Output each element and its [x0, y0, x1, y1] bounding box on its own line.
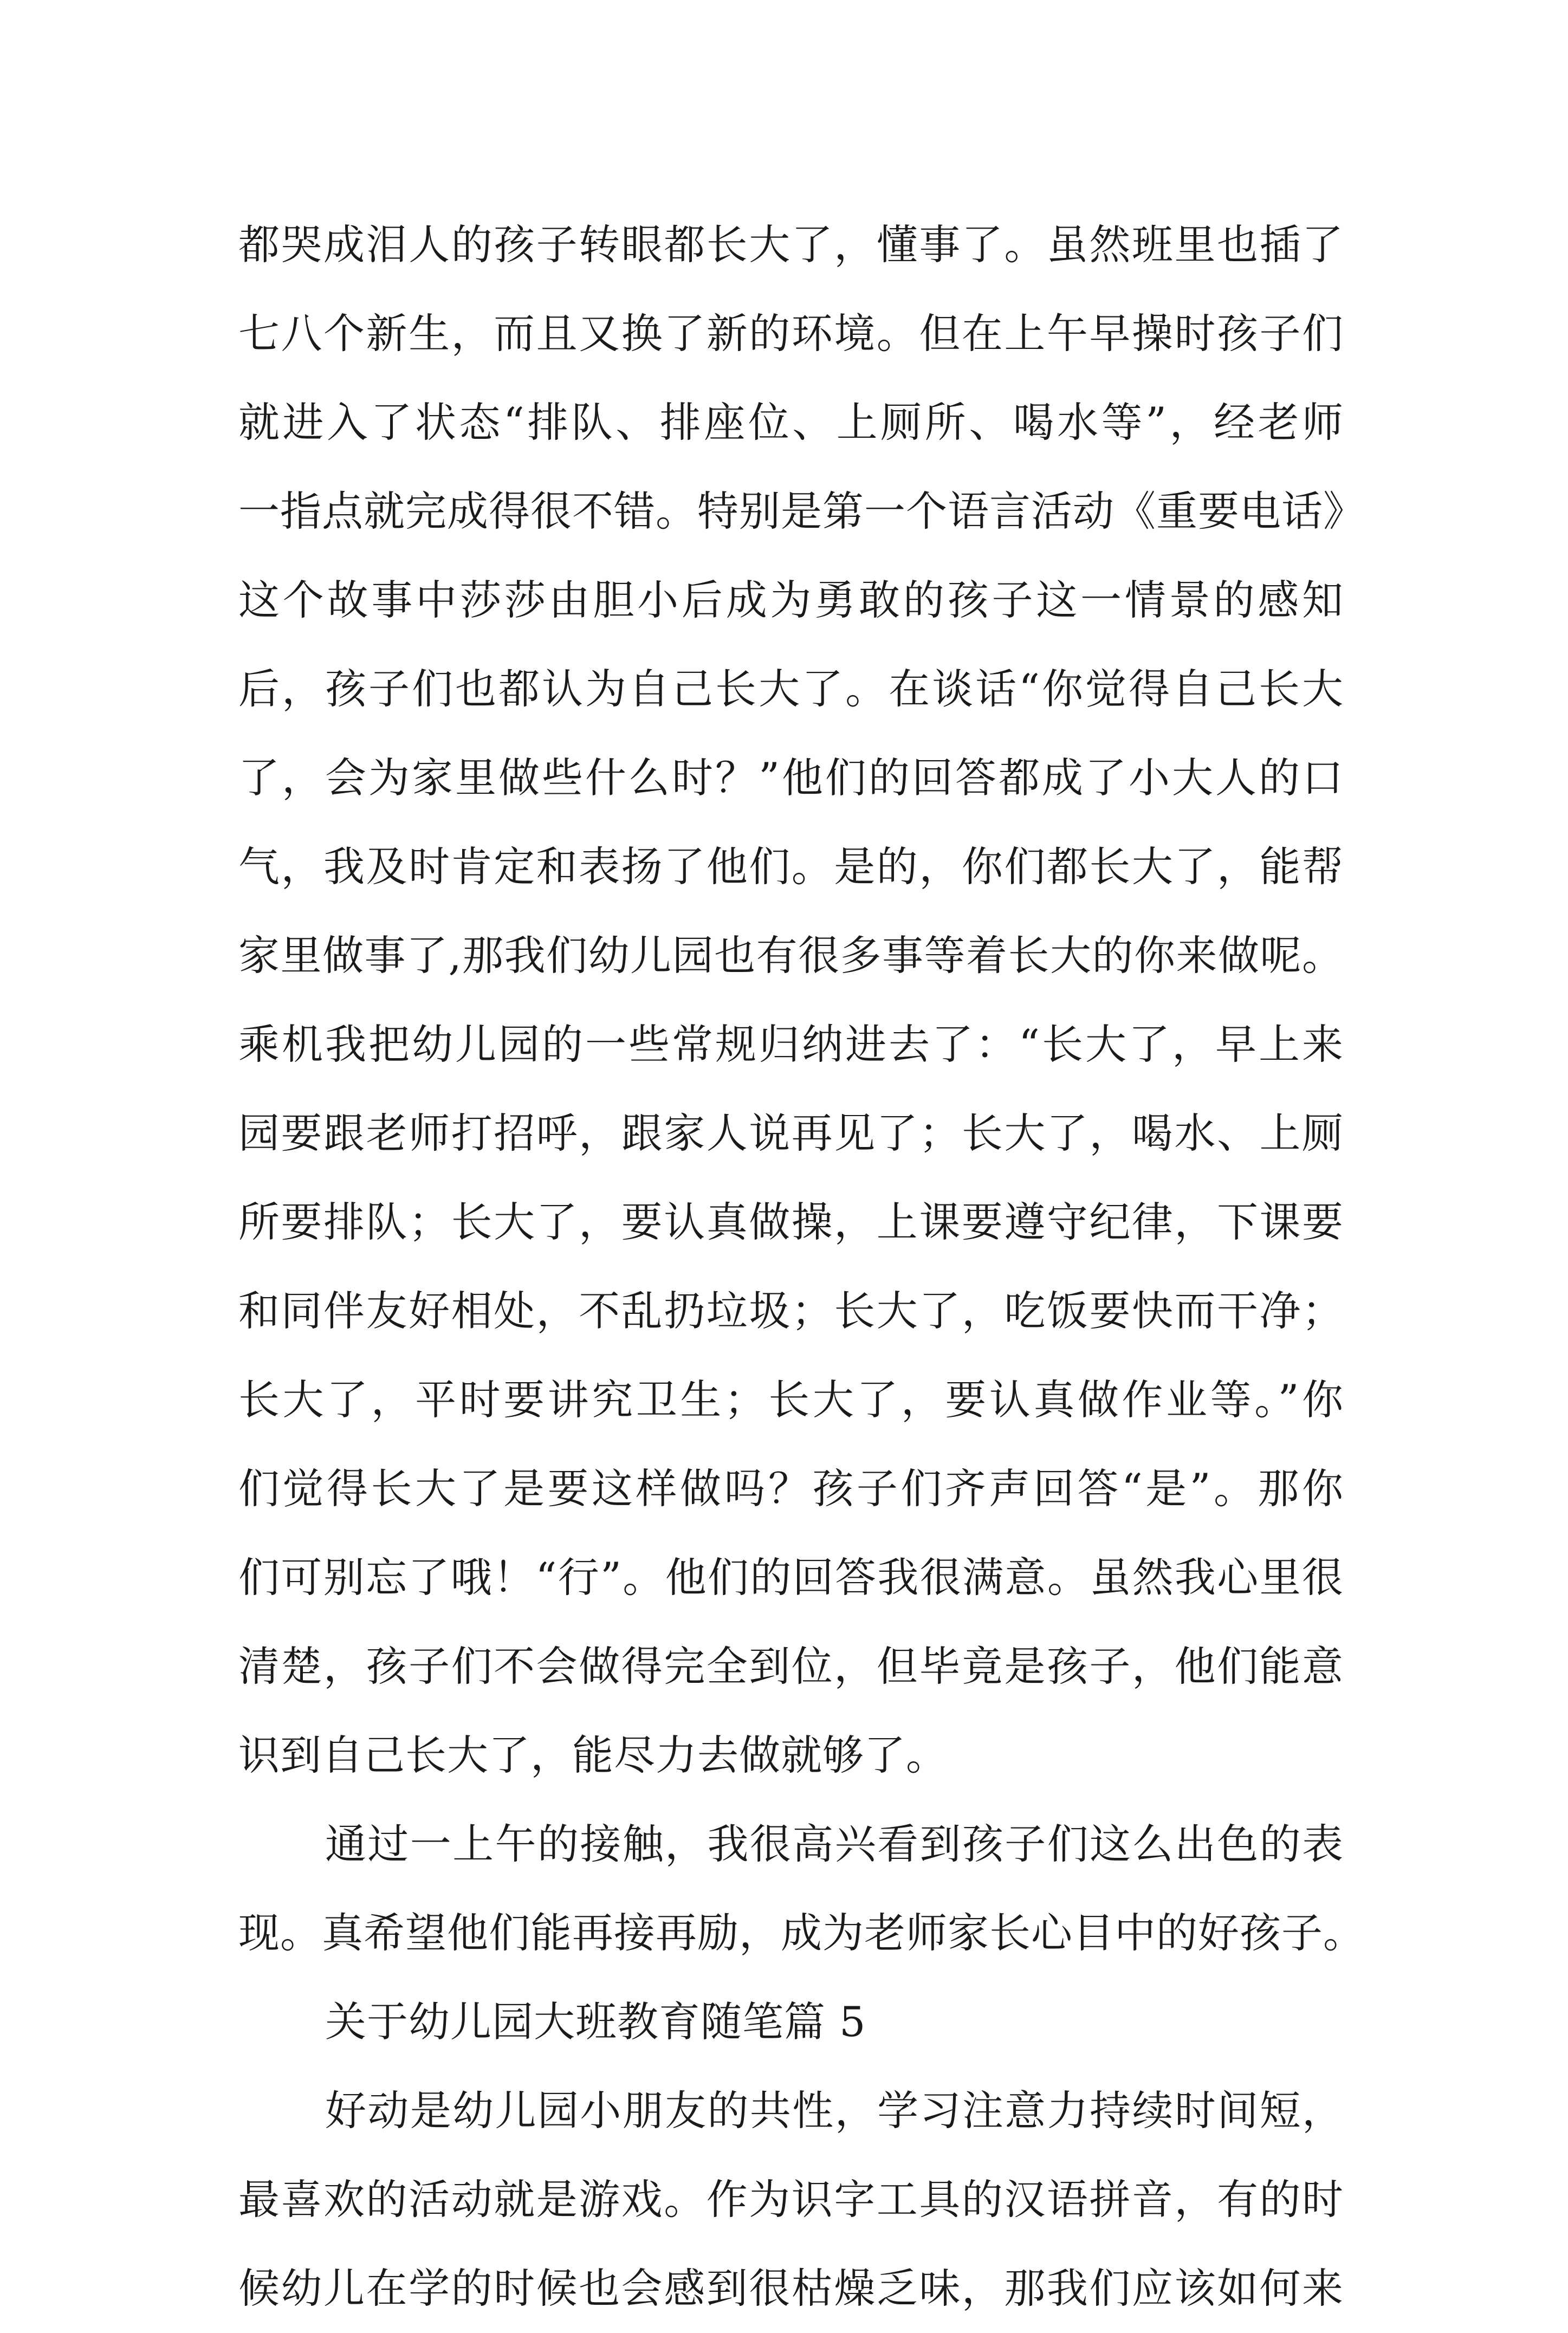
text-line: 七八个新生，而且又换了新的环境。但在上午早操时孩子们: [238, 309, 1344, 358]
text-line: 长大了，平时要讲究卫生；长大了，要认真做作业等。”你: [238, 1376, 1344, 1424]
paragraph-1: [238, 200, 1365, 1800]
text-line: 就进入了状态“排队、排座位、上厕所、喝水等”，经老师: [238, 398, 1344, 446]
text-line: 现。真希望他们能再接再励，成为老师家长心目中的好孩子。: [238, 1909, 1365, 1957]
text-line: 这个故事中莎莎由胆小后成为勇敢的孩子这一情景的感知: [238, 576, 1344, 624]
text-line: 通过一上午的接触，我很高兴看到孩子们这么出色的表: [325, 1820, 1344, 1868]
text-line: 后，孩子们也都认为自己长大了。在谈话“你觉得自己长大: [238, 665, 1344, 713]
text-line: 识到自己长大了，能尽力去做就够了。: [238, 1731, 948, 1779]
text-line: 好动是幼儿园小朋友的共性，学习注意力持续时间短，: [325, 2086, 1344, 2135]
text-line: 候幼儿在学的时候也会感到很枯燥乏味，那我们应该如何来: [238, 2264, 1344, 2312]
text-line: 最喜欢的活动就是游戏。作为识字工具的汉语拼音，有的时: [238, 2175, 1344, 2224]
text-line: 们可别忘了哦！“行”。他们的回答我很满意。虽然我心里很: [238, 1553, 1344, 1602]
paragraph-3: [238, 2066, 1344, 2333]
section-heading-text: 关于幼儿园大班教育随笔篇 5: [325, 1998, 866, 2046]
text-line: 了，会为家里做些什么时？”他们的回答都成了小大人的口: [238, 754, 1344, 802]
text-line: 园要跟老师打招呼，跟家人说再见了；长大了，喝水、上厕: [238, 1109, 1344, 1157]
text-line: 清楚，孩子们不会做得完全到位，但毕竟是孩子，他们能意: [238, 1642, 1344, 1690]
text-line: 都哭成泪人的孩子转眼都长大了，懂事了。虽然班里也插了: [238, 221, 1344, 269]
text-line: 乘机我把幼儿园的一些常规归纳进去了：“长大了，早上来: [238, 1020, 1344, 1068]
text-line: 一指点就完成得很不错。特别是第一个语言活动《重要电话》: [238, 487, 1365, 535]
paragraph-2: [238, 1800, 1365, 1978]
text-line: 和同伴友好相处，不乱扔垃圾；长大了，吃饭要快而干净；: [238, 1287, 1344, 1335]
section-heading: [238, 1978, 1344, 2066]
text-line: 家里做事了,那我们幼儿园也有很多事等着长大的你来做呢。: [238, 931, 1344, 980]
text-line: 气，我及时肯定和表扬了他们。是的，你们都长大了，能帮: [238, 843, 1344, 891]
body-text: [238, 200, 1365, 2333]
text-line: 所要排队；长大了，要认真做操，上课要遵守纪律，下课要: [238, 1198, 1344, 1246]
text-line: 们觉得长大了是要这样做吗？孩子们齐声回答“是”。那你: [238, 1464, 1344, 1513]
